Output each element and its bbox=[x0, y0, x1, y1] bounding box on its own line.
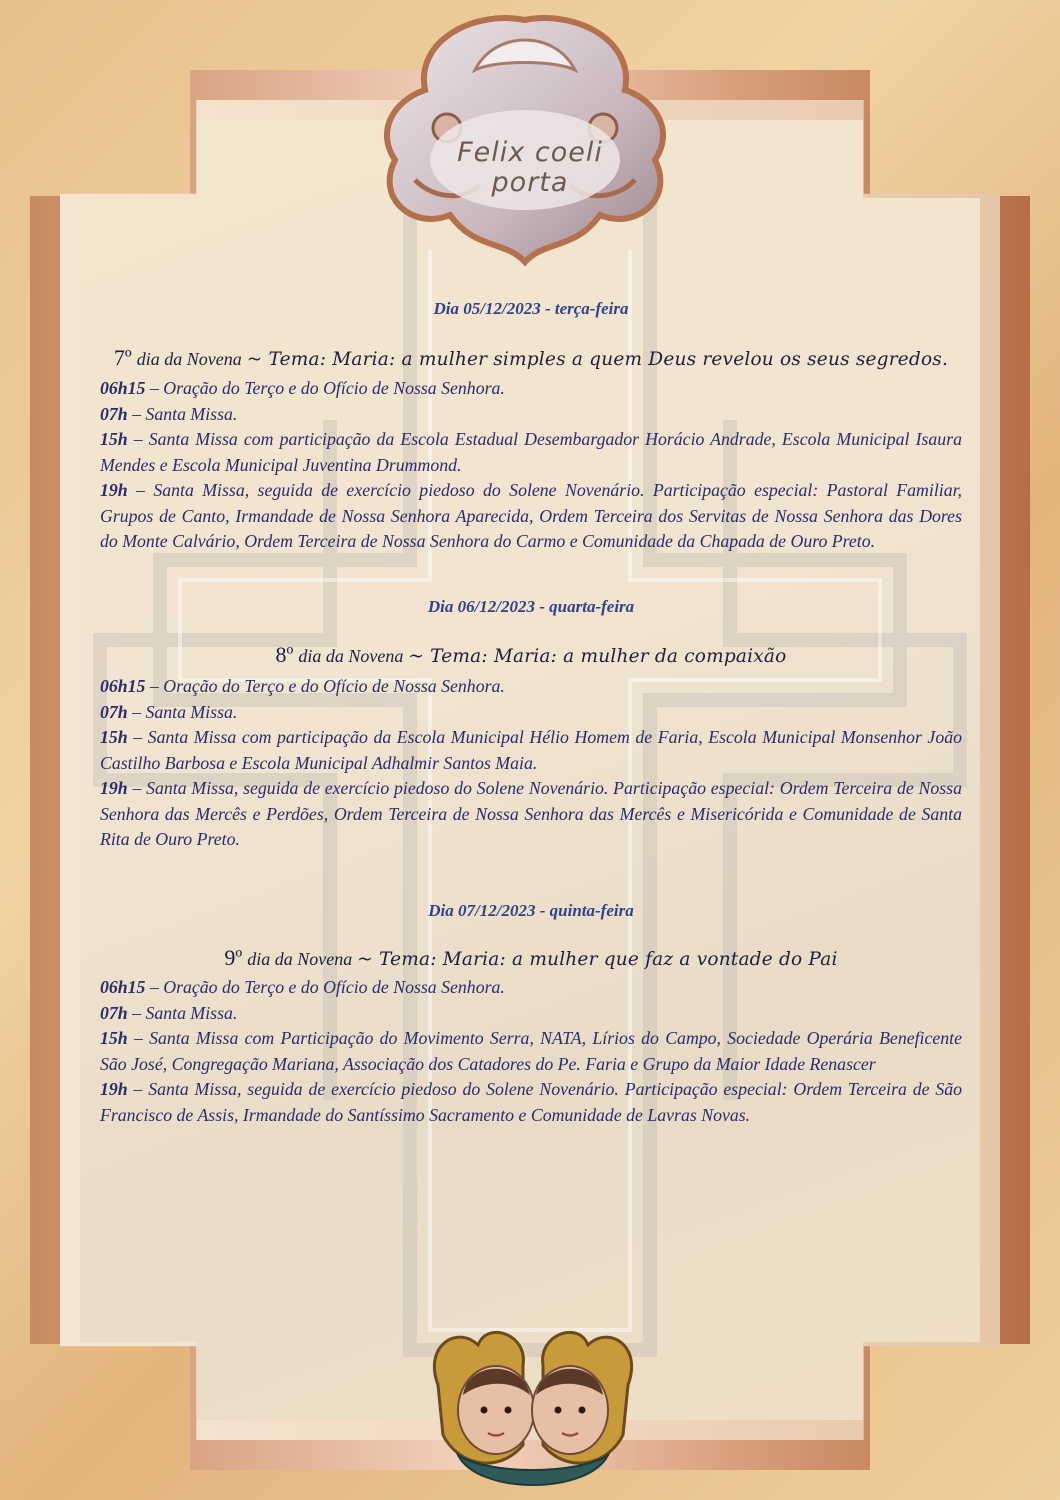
entry-text: – Santa Missa, seguida de exercício piedoso do Solene Novenário. Participação especial: Ordem Terceira de Nossa Senhora das Mercês e Perdões, Ordem Terceira de Nossa Senhora das Mercês e Misericórida e Comunidade de Santa Rita de Ouro Preto. bbox=[100, 778, 962, 849]
entry-time: 07h bbox=[100, 403, 128, 424]
entry-text: – Oração do Terço e do Ofício de Nossa Senhora. bbox=[145, 977, 505, 997]
entry-text: – Santa Missa. bbox=[127, 1002, 238, 1023]
novena-theme: ~ Tema: Maria: a mulher que faz a vontade do Pai bbox=[357, 949, 838, 970]
entry bbox=[100, 725, 962, 776]
entry bbox=[100, 1026, 962, 1077]
entry bbox=[100, 402, 962, 428]
motto bbox=[430, 138, 630, 198]
entry-time: 07h bbox=[100, 1002, 128, 1023]
entry bbox=[100, 427, 962, 478]
novena-number: 9º bbox=[224, 945, 243, 970]
cartouche-ornament bbox=[355, 0, 695, 270]
cherubs-ornament bbox=[418, 1325, 648, 1500]
entries-day-2 bbox=[100, 674, 962, 853]
entries-day-3 bbox=[100, 975, 962, 1128]
entry bbox=[100, 700, 962, 726]
entry-text: – Oração do Terço e do Ofício de Nossa Senhora. bbox=[145, 676, 505, 696]
entry-time: 19h bbox=[100, 778, 128, 798]
entry bbox=[100, 1001, 962, 1027]
day-heading-2: Dia 06/12/2023 - quarta-feira bbox=[427, 597, 635, 616]
entry-text: – Santa Missa. bbox=[127, 403, 238, 424]
entry-text: – Santa Missa com Participação do Movimento Serra, NATA, Lírios do Campo, Sociedade Operária Beneficente São José, Congregação Mariana, Associação dos Catadores do Pe. Faria e Grupo da Maior Idade Renascer bbox=[100, 1028, 962, 1074]
entry bbox=[100, 376, 962, 402]
day-heading-1: Dia 05/12/2023 - terça-feira bbox=[433, 299, 629, 318]
novena-day-label: dia da Novena bbox=[298, 646, 404, 666]
novena-title-3 bbox=[100, 945, 962, 973]
entry bbox=[100, 1077, 962, 1128]
entry-text: – Santa Missa, seguida de exercício piedoso do Solene Novenário. Participação especial: Pastoral Familiar, Grupos de Canto, Irmandade de Nossa Senhora Aparecida, Ordem Terceira dos Servitas de Nossa Senhora das Dores do Monte Calvário, Ordem Terceira de Nossa Senhora do Carmo e Comunidade da Chapada de Ouro Preto. bbox=[100, 480, 962, 551]
entry-time: 06h15 bbox=[100, 676, 146, 696]
novena-theme: ~ Tema: Maria: a mulher simples a quem Deus revelou os seus segredos. bbox=[246, 349, 949, 370]
entries-day-1 bbox=[100, 376, 962, 555]
entry-time: 06h15 bbox=[100, 378, 146, 398]
novena-theme: ~ Tema: Maria: a mulher da compaixão bbox=[408, 646, 787, 667]
entry-text: – Oração do Terço e do Ofício de Nossa Senhora. bbox=[145, 378, 505, 398]
entry-time: 07h bbox=[100, 701, 128, 722]
entry-text: – Santa Missa, seguida de exercício piedoso do Solene Novenário. Participação especial: Ordem Terceira de São Francisco de Assis, Irmandade do Santíssimo Sacramento e Comunidade de Lavras Novas. bbox=[100, 1079, 962, 1125]
entry bbox=[100, 975, 962, 1001]
entry-text: – Santa Missa com participação da Escola Municipal Hélio Homem de Faria, Escola Municipal Monsenhor João Castilho Barbosa e Escola Municipal Adhalmir Santos Maia. bbox=[100, 727, 962, 773]
entry-time: 19h bbox=[100, 480, 128, 500]
entry-time: 19h bbox=[100, 1079, 128, 1099]
novena-title-1 bbox=[100, 345, 962, 373]
novena-number: 8º bbox=[275, 642, 294, 667]
day-heading-3: Dia 07/12/2023 - quinta-feira bbox=[428, 901, 634, 920]
novena-day-label: dia da Novena bbox=[247, 949, 353, 969]
entry bbox=[100, 776, 962, 853]
entry-time: 15h bbox=[100, 429, 128, 449]
novena-title-2 bbox=[100, 642, 962, 670]
entry bbox=[100, 674, 962, 700]
entry-text: – Santa Missa. bbox=[127, 701, 238, 722]
novena-number: 7º bbox=[113, 345, 132, 370]
entry bbox=[100, 478, 962, 555]
entry-time: 06h15 bbox=[100, 977, 146, 997]
entry-time: 15h bbox=[100, 727, 128, 747]
entry-time: 15h bbox=[100, 1028, 128, 1048]
motto-line-2: porta bbox=[491, 167, 569, 198]
entry-text: – Santa Missa com participação da Escola Estadual Desembargador Horácio Andrade, Escola Municipal Isaura Mendes e Escola Municipal Juventina Drummond. bbox=[100, 429, 962, 475]
motto-line-1: Felix coeli bbox=[457, 137, 603, 168]
novena-day-label: dia da Novena bbox=[136, 349, 242, 369]
